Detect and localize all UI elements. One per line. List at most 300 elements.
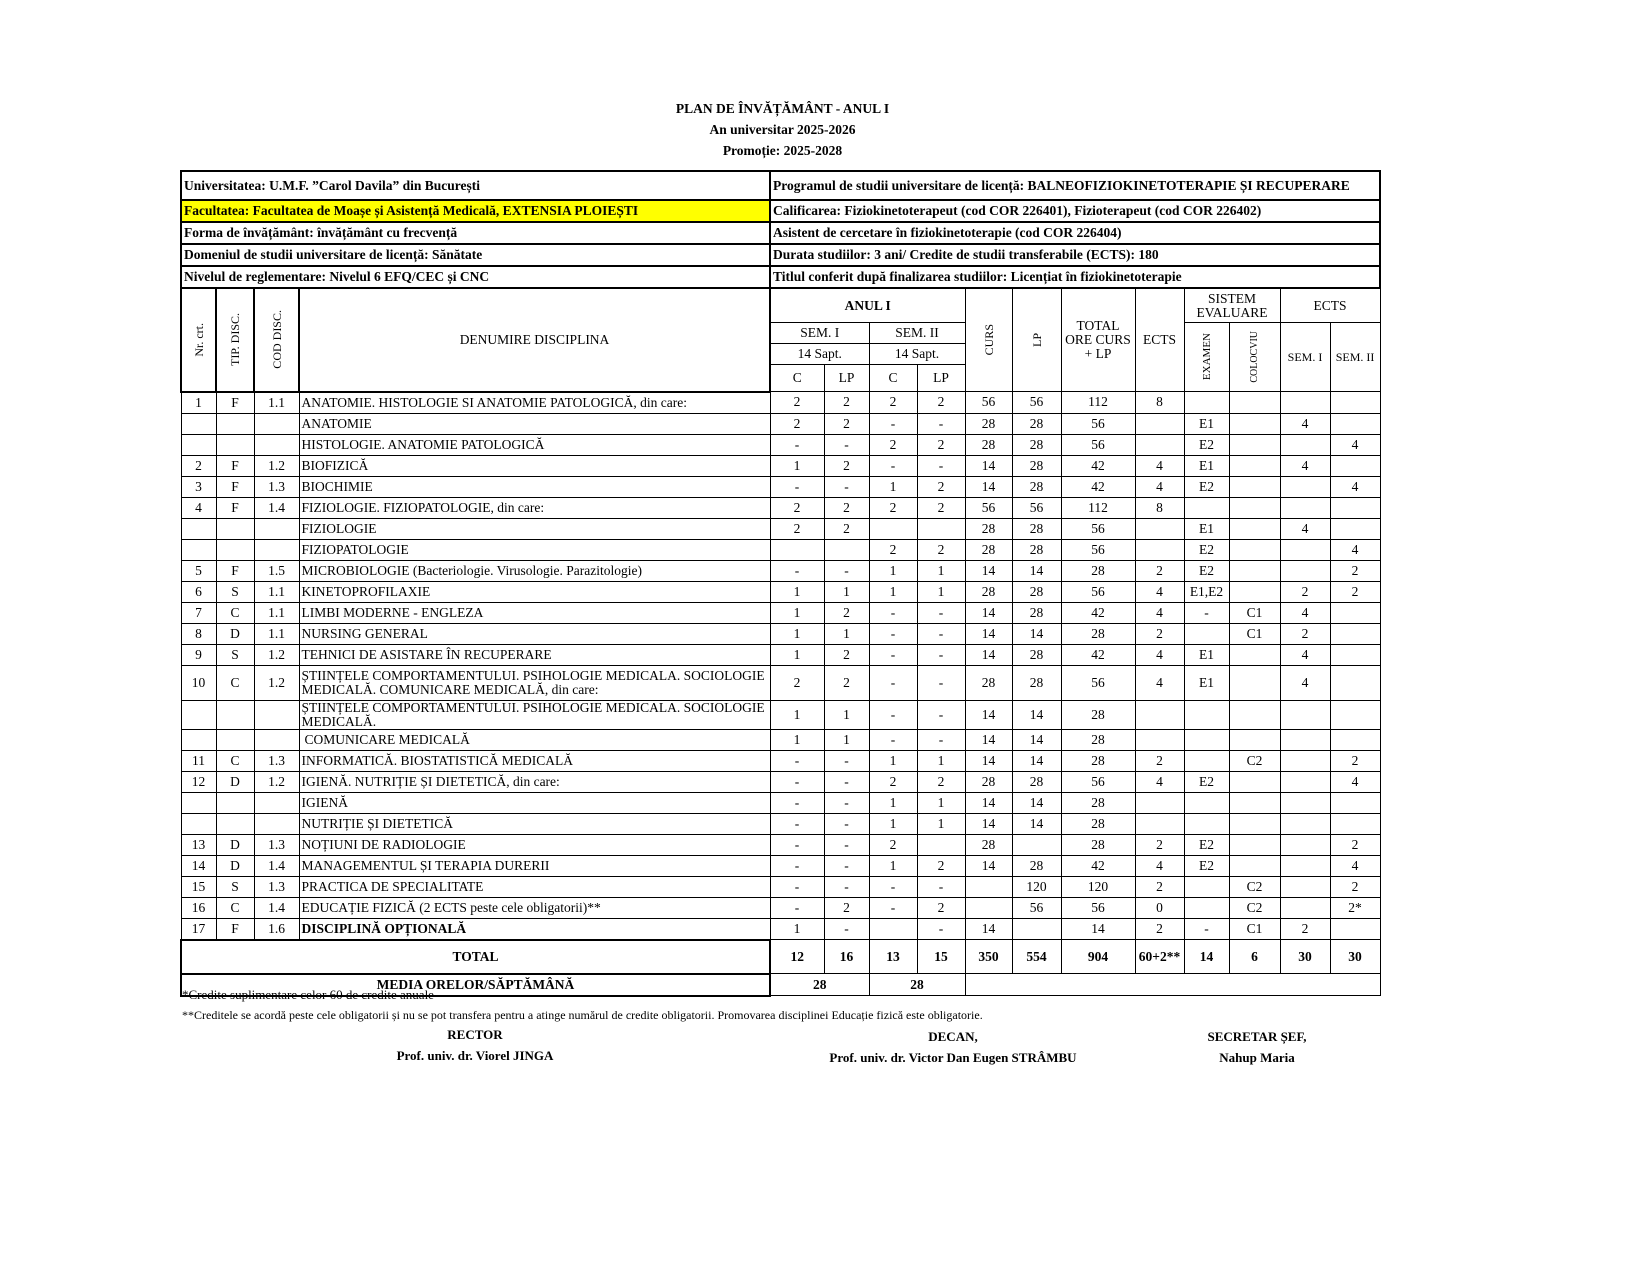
- signature-name: Nahup Maria: [1219, 1050, 1295, 1065]
- cell-total-ore: 28: [1061, 834, 1135, 855]
- cell-nr: [181, 413, 216, 434]
- cell-lp: 56: [1012, 497, 1061, 518]
- cell-sem1-lp: 2: [824, 413, 869, 434]
- header-weeks-sem2: 14 Sapt.: [869, 344, 965, 365]
- table-row: [181, 497, 1380, 518]
- cell-lp: 28: [1012, 476, 1061, 497]
- cell-sem1-lp: -: [824, 560, 869, 581]
- cell-ects-sem1: 2: [1280, 918, 1330, 940]
- cell-ects-sem1: [1280, 560, 1330, 581]
- cell-curs: 14: [965, 918, 1012, 940]
- cell-ects-sem2: [1330, 813, 1380, 834]
- cell-sem2-c: 2: [869, 392, 917, 414]
- cell-sem2-lp: -: [917, 644, 965, 665]
- cell-lp: 14: [1012, 813, 1061, 834]
- cell-nr: 1: [181, 392, 216, 414]
- title-line-2: An universitar 2025-2026: [709, 122, 856, 137]
- cell-curs: 14: [965, 700, 1012, 729]
- cell-sem1-c: -: [770, 813, 824, 834]
- cell-curs: 14: [965, 623, 1012, 644]
- cell-total-ore: 42: [1061, 455, 1135, 476]
- cell-cod: 1.4: [254, 855, 299, 876]
- cell-ects: 4: [1135, 602, 1184, 623]
- info-level: Nivelul de reglementare: Nivelul 6 EFQ/CEC și CNC: [181, 266, 770, 288]
- cell-tip: F: [216, 476, 254, 497]
- cell-colocviu: [1229, 771, 1280, 792]
- total-ects-sem1: 30: [1280, 940, 1330, 974]
- cell-ects-sem1: [1280, 700, 1330, 729]
- cell-denumire: ȘTIINȚELE COMPORTAMENTULUI. PSIHOLOGIE MEDICALA. SOCIOLOGIE MEDICALĂ.: [299, 700, 770, 729]
- cell-cod: [254, 700, 299, 729]
- cell-total-ore: 56: [1061, 518, 1135, 539]
- cell-colocviu: [1229, 560, 1280, 581]
- cell-ects-sem2: 4: [1330, 539, 1380, 560]
- cell-ects: [1135, 518, 1184, 539]
- cell-curs: 28: [965, 771, 1012, 792]
- cell-colocviu: [1229, 834, 1280, 855]
- header-curs: CURS: [965, 288, 1012, 392]
- cell-lp: 28: [1012, 602, 1061, 623]
- cell-tip: [216, 700, 254, 729]
- cell-sem1-lp: 2: [824, 455, 869, 476]
- cell-colocviu: [1229, 434, 1280, 455]
- cell-ects-sem1: [1280, 497, 1330, 518]
- cell-sem2-c: [869, 518, 917, 539]
- header-weeks-sem1: 14 Sapt.: [770, 344, 869, 365]
- cell-denumire: MICROBIOLOGIE (Bacteriologie. Virusologie. Parazitologie): [299, 560, 770, 581]
- header-c-sem2: C: [869, 365, 917, 392]
- cell-sem1-lp: -: [824, 813, 869, 834]
- cell-ects-sem2: [1330, 413, 1380, 434]
- header-total: TOTAL ORE CURS + LP: [1061, 288, 1135, 392]
- cell-nr: 10: [181, 665, 216, 700]
- cell-nr: [181, 813, 216, 834]
- cell-sem1-lp: 2: [824, 518, 869, 539]
- cell-tip: F: [216, 560, 254, 581]
- cell-sem1-lp: 1: [824, 581, 869, 602]
- cell-ects-sem1: [1280, 855, 1330, 876]
- signature-name: Prof. univ. dr. Viorel JINGA: [396, 1048, 554, 1063]
- info-program: Programul de studii universitare de licență: BALNEOFIZIOKINETOTERAPIE ȘI RECUPERARE: [770, 171, 1380, 200]
- cell-sem2-c: 2: [869, 834, 917, 855]
- cell-examen: E2: [1184, 539, 1229, 560]
- cell-lp: 28: [1012, 455, 1061, 476]
- cell-cod: [254, 729, 299, 750]
- cell-tip: [216, 729, 254, 750]
- cell-ects-sem1: [1280, 792, 1330, 813]
- cell-ects-sem2: 2: [1330, 750, 1380, 771]
- cell-sem1-lp: 1: [824, 729, 869, 750]
- cell-total-ore: 120: [1061, 876, 1135, 897]
- cell-ects: [1135, 729, 1184, 750]
- cell-sem1-lp: 2: [824, 665, 869, 700]
- cell-denumire: DISCIPLINĂ OPȚIONALĂ: [299, 918, 770, 940]
- info-university: Universitatea: U.M.F. ”Carol Davila” din București: [181, 171, 770, 200]
- cell-ects-sem1: 4: [1280, 644, 1330, 665]
- signature-decan: [803, 1026, 1103, 1068]
- header-anul: ANUL I: [770, 288, 965, 323]
- cell-ects-sem1: [1280, 539, 1330, 560]
- cell-total-ore: 56: [1061, 771, 1135, 792]
- info-qualification: Calificarea: Fiziokinetoterapeut (cod COR 226401), Fizioterapeut (cod COR 226402): [770, 200, 1380, 222]
- cell-tip: [216, 539, 254, 560]
- cell-lp: 14: [1012, 729, 1061, 750]
- cell-sem1-c: 1: [770, 700, 824, 729]
- cell-lp: 28: [1012, 644, 1061, 665]
- cell-curs: 14: [965, 855, 1012, 876]
- total-sem1-c: 12: [770, 940, 824, 974]
- total-lp: 554: [1012, 940, 1061, 974]
- cell-examen: E1: [1184, 455, 1229, 476]
- cell-sem2-c: 2: [869, 771, 917, 792]
- cell-nr: 8: [181, 623, 216, 644]
- table-row: [181, 623, 1380, 644]
- cell-sem1-c: 1: [770, 729, 824, 750]
- cell-sem1-c: 1: [770, 918, 824, 940]
- cell-lp: 56: [1012, 392, 1061, 414]
- header-c-sem1: C: [770, 365, 824, 392]
- cell-lp: 28: [1012, 665, 1061, 700]
- cell-denumire: COMUNICARE MEDICALĂ: [299, 729, 770, 750]
- cell-denumire: NURSING GENERAL: [299, 623, 770, 644]
- cell-cod: 1.3: [254, 876, 299, 897]
- cell-total-ore: 28: [1061, 623, 1135, 644]
- cell-curs: 14: [965, 476, 1012, 497]
- cell-tip: D: [216, 834, 254, 855]
- cell-total-ore: 112: [1061, 392, 1135, 414]
- cell-sem1-c: 1: [770, 581, 824, 602]
- cell-nr: 13: [181, 834, 216, 855]
- table-row: [181, 834, 1380, 855]
- cell-lp: [1012, 918, 1061, 940]
- cell-tip: F: [216, 918, 254, 940]
- header-nr: Nr. crt.: [181, 288, 216, 392]
- table-row: [181, 771, 1380, 792]
- cell-lp: 14: [1012, 792, 1061, 813]
- cell-ects-sem1: [1280, 476, 1330, 497]
- cell-nr: [181, 518, 216, 539]
- cell-colocviu: [1229, 455, 1280, 476]
- cell-ects: [1135, 413, 1184, 434]
- header-ects-sem2: SEM. II: [1330, 323, 1380, 392]
- cell-tip: [216, 792, 254, 813]
- cell-ects-sem2: 2: [1330, 560, 1380, 581]
- cell-examen: [1184, 813, 1229, 834]
- cell-sem2-lp: 1: [917, 813, 965, 834]
- cell-sem2-c: -: [869, 876, 917, 897]
- cell-colocviu: [1229, 813, 1280, 834]
- table-row: [181, 700, 1380, 729]
- cell-tip: F: [216, 455, 254, 476]
- cell-cod: 1.1: [254, 602, 299, 623]
- cell-sem2-lp: -: [917, 729, 965, 750]
- cell-examen: E2: [1184, 560, 1229, 581]
- cell-sem2-lp: 2: [917, 539, 965, 560]
- cell-sem1-c: -: [770, 771, 824, 792]
- cell-sem1-c: 1: [770, 623, 824, 644]
- cell-tip: C: [216, 750, 254, 771]
- cell-tip: D: [216, 771, 254, 792]
- cell-colocviu: C1: [1229, 918, 1280, 940]
- cell-sem1-c: 2: [770, 413, 824, 434]
- cell-examen: E2: [1184, 771, 1229, 792]
- cell-examen: E1: [1184, 665, 1229, 700]
- cell-total-ore: 112: [1061, 497, 1135, 518]
- cell-examen: E1,E2: [1184, 581, 1229, 602]
- total-curs: 350: [965, 940, 1012, 974]
- cell-sem1-lp: -: [824, 750, 869, 771]
- cell-lp: 28: [1012, 855, 1061, 876]
- cell-denumire: MANAGEMENTUL ȘI TERAPIA DURERII: [299, 855, 770, 876]
- cell-examen: [1184, 729, 1229, 750]
- header-lp-sem2: LP: [917, 365, 965, 392]
- total-label: TOTAL: [181, 940, 770, 974]
- total-sem1-lp: 16: [824, 940, 869, 974]
- cell-ects: 4: [1135, 644, 1184, 665]
- cell-total-ore: 28: [1061, 813, 1135, 834]
- total-total-ore: 904: [1061, 940, 1135, 974]
- cell-tip: S: [216, 644, 254, 665]
- cell-ects-sem1: [1280, 750, 1330, 771]
- signature-role: DECAN,: [928, 1029, 978, 1044]
- cell-sem1-lp: -: [824, 918, 869, 940]
- cell-examen: E1: [1184, 518, 1229, 539]
- table-row: [181, 434, 1380, 455]
- cell-examen: [1184, 392, 1229, 414]
- cell-total-ore: 56: [1061, 539, 1135, 560]
- cell-cod: [254, 792, 299, 813]
- cell-ects-sem1: 4: [1280, 413, 1330, 434]
- header-lp-sem1: LP: [824, 365, 869, 392]
- table-row: [181, 476, 1380, 497]
- media-sem2: 28: [869, 974, 965, 996]
- cell-sem1-lp: -: [824, 434, 869, 455]
- cell-lp: 14: [1012, 700, 1061, 729]
- cell-nr: [181, 434, 216, 455]
- cell-denumire: TEHNICI DE ASISTARE ÎN RECUPERARE: [299, 644, 770, 665]
- cell-curs: 28: [965, 434, 1012, 455]
- cell-sem2-c: -: [869, 897, 917, 918]
- cell-sem1-c: 2: [770, 497, 824, 518]
- cell-sem2-lp: -: [917, 602, 965, 623]
- cell-ects: 4: [1135, 855, 1184, 876]
- cell-denumire: FIZIOLOGIE. FIZIOPATOLOGIE, din care:: [299, 497, 770, 518]
- cell-denumire: PRACTICA DE SPECIALITATE: [299, 876, 770, 897]
- cell-curs: 56: [965, 497, 1012, 518]
- cell-colocviu: C1: [1229, 623, 1280, 644]
- cell-ects-sem1: 2: [1280, 623, 1330, 644]
- cell-ects-sem2: [1330, 792, 1380, 813]
- table-row: [181, 581, 1380, 602]
- cell-denumire: NOȚIUNI DE RADIOLOGIE: [299, 834, 770, 855]
- cell-lp: 28: [1012, 581, 1061, 602]
- cell-lp: 28: [1012, 771, 1061, 792]
- cell-denumire: INFORMATICĂ. BIOSTATISTICĂ MEDICALĂ: [299, 750, 770, 771]
- cell-sem1-lp: 2: [824, 897, 869, 918]
- title-line-1: PLAN DE ÎNVĂȚĂMÂNT - ANUL I: [675, 101, 890, 116]
- cell-nr: 14: [181, 855, 216, 876]
- cell-sem2-lp: 2: [917, 771, 965, 792]
- cell-ects: 0: [1135, 897, 1184, 918]
- cell-sem2-c: -: [869, 700, 917, 729]
- cell-sem2-c: -: [869, 413, 917, 434]
- cell-tip: C: [216, 665, 254, 700]
- cell-total-ore: 28: [1061, 700, 1135, 729]
- table-row: [181, 392, 1380, 414]
- header-ects: ECTS: [1135, 288, 1184, 392]
- cell-cod: 1.3: [254, 476, 299, 497]
- cell-sem2-c: [869, 918, 917, 940]
- cell-sem1-lp: 2: [824, 602, 869, 623]
- cell-sem1-c: 2: [770, 518, 824, 539]
- cell-lp: 120: [1012, 876, 1061, 897]
- cell-curs: 14: [965, 813, 1012, 834]
- signature-rector: [375, 1024, 575, 1066]
- cell-ects-sem1: 4: [1280, 602, 1330, 623]
- cell-nr: 17: [181, 918, 216, 940]
- cell-curs: 28: [965, 665, 1012, 700]
- cell-sem2-lp: -: [917, 876, 965, 897]
- cell-cod: 1.4: [254, 497, 299, 518]
- cell-sem2-lp: 2: [917, 392, 965, 414]
- cell-colocviu: C2: [1229, 876, 1280, 897]
- cell-sem2-c: -: [869, 602, 917, 623]
- cell-denumire: BIOCHIMIE: [299, 476, 770, 497]
- info-domain: Domeniul de studii universitare de licență: Sănătate: [181, 244, 770, 266]
- cell-lp: 14: [1012, 623, 1061, 644]
- cell-lp: 28: [1012, 518, 1061, 539]
- cell-lp: 28: [1012, 434, 1061, 455]
- cell-ects: [1135, 700, 1184, 729]
- cell-sem1-c: -: [770, 434, 824, 455]
- cell-nr: 2: [181, 455, 216, 476]
- cell-tip: S: [216, 581, 254, 602]
- cell-cod: 1.1: [254, 581, 299, 602]
- cell-sem2-lp: [917, 518, 965, 539]
- header-sistem: SISTEM EVALUARE: [1184, 288, 1280, 323]
- cell-sem2-c: -: [869, 623, 917, 644]
- cell-sem2-lp: -: [917, 700, 965, 729]
- cell-sem1-lp: -: [824, 855, 869, 876]
- cell-colocviu: [1229, 644, 1280, 665]
- cell-colocviu: [1229, 476, 1280, 497]
- cell-sem2-lp: -: [917, 665, 965, 700]
- cell-cod: [254, 813, 299, 834]
- cell-colocviu: [1229, 700, 1280, 729]
- cell-cod: 1.6: [254, 918, 299, 940]
- header-ects-group: ECTS: [1280, 288, 1380, 323]
- cell-sem2-c: 2: [869, 497, 917, 518]
- cell-ects: 8: [1135, 497, 1184, 518]
- cell-examen: [1184, 876, 1229, 897]
- cell-sem1-c: 2: [770, 392, 824, 414]
- cell-sem1-c: 1: [770, 644, 824, 665]
- cell-total-ore: 56: [1061, 665, 1135, 700]
- cell-nr: [181, 539, 216, 560]
- cell-total-ore: 28: [1061, 729, 1135, 750]
- cell-tip: [216, 813, 254, 834]
- cell-nr: 9: [181, 644, 216, 665]
- cell-tip: F: [216, 392, 254, 414]
- cell-sem1-c: -: [770, 834, 824, 855]
- cell-ects-sem2: [1330, 623, 1380, 644]
- cell-curs: 56: [965, 392, 1012, 414]
- header-lp-total: LP: [1012, 288, 1061, 392]
- cell-ects: 2: [1135, 834, 1184, 855]
- cell-sem2-lp: 2: [917, 855, 965, 876]
- cell-cod: 1.2: [254, 644, 299, 665]
- cell-ects-sem2: [1330, 729, 1380, 750]
- cell-ects-sem1: 4: [1280, 455, 1330, 476]
- cell-ects-sem2: [1330, 700, 1380, 729]
- cell-examen: [1184, 700, 1229, 729]
- cell-curs: 28: [965, 581, 1012, 602]
- cell-ects: [1135, 813, 1184, 834]
- cell-sem2-c: 1: [869, 581, 917, 602]
- cell-sem2-c: 1: [869, 560, 917, 581]
- cell-total-ore: 56: [1061, 413, 1135, 434]
- footnote-1: *Credite suplimentare celor 60 de credite anuale: [182, 987, 434, 1002]
- cell-sem1-lp: 2: [824, 644, 869, 665]
- cell-examen: E2: [1184, 834, 1229, 855]
- cell-nr: 4: [181, 497, 216, 518]
- cell-sem1-lp: -: [824, 834, 869, 855]
- cell-colocviu: [1229, 413, 1280, 434]
- cell-colocviu: C2: [1229, 897, 1280, 918]
- footnote-2: **Creditele se acordă peste cele obligatorii și nu se pot transfera pentru a atinge numărul de credite obligatorii. Promovarea disciplinei Educație fizică este obligatorie.: [182, 1008, 983, 1022]
- cell-nr: 7: [181, 602, 216, 623]
- cell-total-ore: 42: [1061, 855, 1135, 876]
- cell-nr: [181, 729, 216, 750]
- cell-cod: [254, 539, 299, 560]
- cell-ects: 8: [1135, 392, 1184, 414]
- cell-ects-sem2: [1330, 918, 1380, 940]
- total-sem2-c: 13: [869, 940, 917, 974]
- cell-denumire: FIZIOLOGIE: [299, 518, 770, 539]
- cell-sem1-c: -: [770, 476, 824, 497]
- document-title: [0, 98, 1565, 161]
- cell-curs: 14: [965, 750, 1012, 771]
- table-row: [181, 518, 1380, 539]
- cell-sem2-c: 1: [869, 476, 917, 497]
- cell-cod: 1.2: [254, 665, 299, 700]
- cell-sem1-c: -: [770, 560, 824, 581]
- cell-colocviu: [1229, 518, 1280, 539]
- cell-total-ore: 42: [1061, 644, 1135, 665]
- cell-colocviu: [1229, 392, 1280, 414]
- cell-sem1-lp: -: [824, 792, 869, 813]
- cell-sem2-lp: [917, 834, 965, 855]
- cell-ects: [1135, 792, 1184, 813]
- cell-sem2-lp: 1: [917, 750, 965, 771]
- cell-ects: 2: [1135, 876, 1184, 897]
- cell-tip: F: [216, 497, 254, 518]
- cell-sem1-lp: 2: [824, 392, 869, 414]
- cell-denumire: ANATOMIE. HISTOLOGIE SI ANATOMIE PATOLOGICĂ, din care:: [299, 392, 770, 414]
- cell-sem2-lp: -: [917, 455, 965, 476]
- table-row: [181, 455, 1380, 476]
- cell-sem2-c: 1: [869, 855, 917, 876]
- cell-ects-sem2: 2: [1330, 834, 1380, 855]
- cell-sem1-c: -: [770, 750, 824, 771]
- cell-nr: 16: [181, 897, 216, 918]
- cell-ects-sem1: [1280, 729, 1330, 750]
- cell-tip: C: [216, 897, 254, 918]
- table-row: [181, 644, 1380, 665]
- cell-ects-sem1: 2: [1280, 581, 1330, 602]
- cell-denumire: IGIENĂ. NUTRIȚIE ȘI DIETETICĂ, din care:: [299, 771, 770, 792]
- cell-examen: E2: [1184, 434, 1229, 455]
